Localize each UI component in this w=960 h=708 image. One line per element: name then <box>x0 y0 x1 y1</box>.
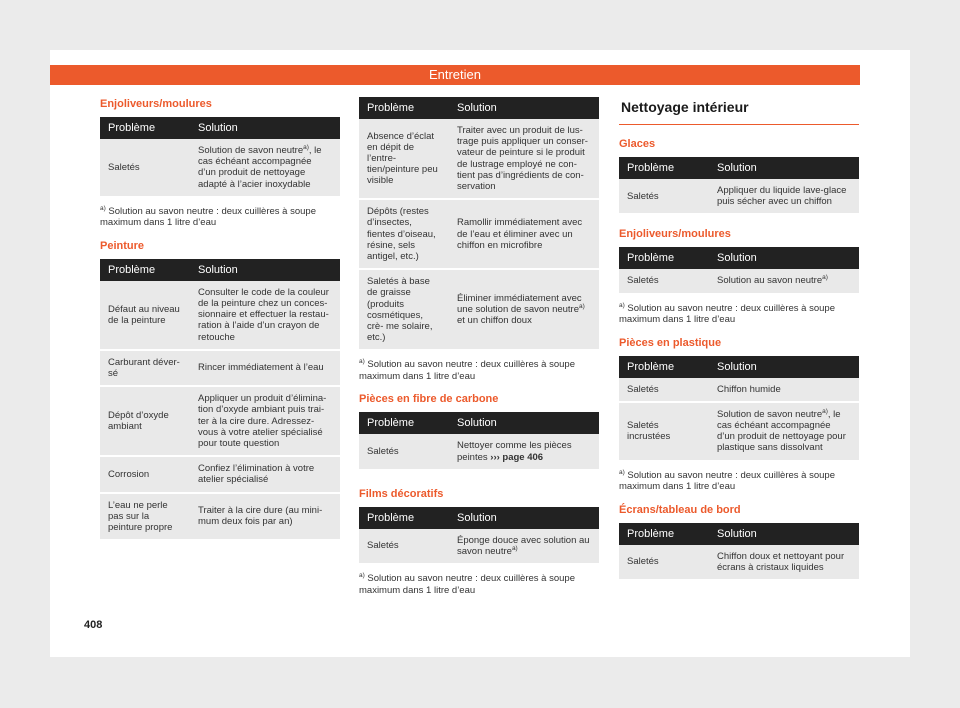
header-problem: Problème <box>359 412 449 434</box>
table-row <box>100 386 340 456</box>
cell-solution <box>709 269 859 293</box>
table-row <box>100 281 340 350</box>
heading-peinture: Peinture <box>100 239 145 252</box>
cell-problem: Saletés <box>359 529 449 564</box>
cell-solution: Appliquer du liquide lave-glace puis sécher avec un chiffon <box>709 179 859 214</box>
cell-solution: Traiter avec un produit de lus- trage puis appliquer un conser- vateur de peinture si le produit de lustrage employé ne con- tient pas d’ingrédients de con- servation <box>449 119 599 199</box>
column-2 <box>359 97 599 606</box>
cell-solution: Ramollir immédiatement avec de l’eau et éliminer avec un chiffon en microfibre <box>449 199 599 269</box>
header-problem: Problème <box>359 97 449 119</box>
footnote-mark: a) <box>100 204 106 212</box>
table-row <box>359 434 599 469</box>
table-row <box>359 199 599 269</box>
cell-problem: Corrosion <box>100 456 190 492</box>
solution-text: Solution au savon neutre <box>717 275 823 287</box>
footnote-ref: a) <box>822 407 828 415</box>
header-problem: Problème <box>359 507 449 529</box>
footnote-text: Solution au savon neutre : deux cuillères à soupe maximum dans 1 litre d’eau <box>100 205 316 229</box>
footnote-text: Solution au savon neutre : deux cuillères à soupe maximum dans 1 litre d’eau <box>619 302 835 326</box>
cell-problem: Dépôts (restes d’insectes, fientes d’oiseau, résine, sels antigel, etc.) <box>359 199 449 269</box>
heading-ecrans: Écrans/tableau de bord <box>619 503 741 516</box>
table-row <box>619 378 859 402</box>
solution-text: Nettoyer comme les pièces peintes <box>457 440 572 463</box>
footnote-ref: a) <box>822 274 828 282</box>
chapter-header-bar <box>50 65 860 85</box>
solution-text-cont: , le cas échéant accompagnée d’un produit de nettoyage adapté à l’acier inoxydable <box>198 145 322 190</box>
chapter-title: Entretien <box>428 67 482 82</box>
section-title: Nettoyage intérieur <box>619 97 859 125</box>
table-row <box>359 269 599 350</box>
cell-problem: Saletés incrustées <box>619 402 709 461</box>
heading-enjoliveurs: Enjoliveurs/moulures <box>100 98 212 110</box>
table-row <box>100 493 340 541</box>
table-fibre-carbone <box>359 412 599 470</box>
footnote-text: Solution au savon neutre : deux cuillères à soupe maximum dans 1 litre d’eau <box>359 573 575 596</box>
table-row <box>619 545 859 580</box>
table-glaces <box>619 157 859 215</box>
heading-enjoliveurs-interieur: Enjoliveurs/moulures <box>619 228 731 241</box>
cell-solution <box>190 139 340 197</box>
cell-problem: Défaut au niveau de la peinture <box>100 281 190 350</box>
solution-text-cont: , le cas échéant accompagnée d’un produit de nettoyage pour plastique sans dissolvant <box>717 408 846 454</box>
solution-text: Solution de savon neutre <box>717 408 823 420</box>
cell-problem: Absence d’éclat en dépit de l’entre- tien/peinture peu visible <box>359 119 449 199</box>
footnote-mark: a) <box>619 468 625 476</box>
footnote-mark: a) <box>359 572 365 580</box>
table-row <box>359 119 599 199</box>
header-solution: Solution <box>709 157 859 179</box>
header-solution: Solution <box>449 97 599 119</box>
heading-plastique: Pièces en plastique <box>619 336 722 349</box>
cell-problem: Saletés <box>100 139 190 197</box>
heading-fibre-carbone: Pièces en fibre de carbone <box>359 393 499 406</box>
footnote-mark: a) <box>619 301 625 309</box>
heading-films: Films décoratifs <box>359 487 444 500</box>
header-solution: Solution <box>190 117 340 139</box>
cell-problem: Saletés <box>619 378 709 402</box>
footnote-text: Solution au savon neutre : deux cuillères à soupe maximum dans 1 litre d’eau <box>619 469 835 493</box>
header-problem: Problème <box>619 523 709 545</box>
footnote <box>359 359 599 382</box>
cell-problem: Saletés à base de graisse (produits cosmétiques, crè- me solaire, etc.) <box>359 269 449 350</box>
header-problem: Problème <box>619 157 709 179</box>
footnote <box>359 573 599 596</box>
heading-glaces: Glaces <box>619 138 656 150</box>
cell-solution: Traiter à la cire dure (au mini- mum deux fois par an) <box>190 493 340 541</box>
table-enjoliveurs <box>100 117 340 198</box>
page-number: 408 <box>84 619 103 631</box>
header-problem: Problème <box>100 117 190 139</box>
column-1 <box>100 97 340 541</box>
cell-solution: Appliquer un produit d’élimina- tion d’oxyde ambiant puis trai- ter à la cire dure. Adressez-vous à votre atelier spécialisé pour toute question <box>190 386 340 456</box>
cell-solution <box>449 434 599 469</box>
cell-problem: Saletés <box>619 545 709 580</box>
table-row <box>100 139 340 197</box>
footnote <box>619 303 859 326</box>
footnote-ref: a) <box>303 143 309 151</box>
table-plastique <box>619 356 859 462</box>
footnote <box>100 206 340 229</box>
header-solution: Solution <box>190 259 340 281</box>
column-3 <box>619 97 859 581</box>
cell-problem: Saletés <box>359 434 449 469</box>
table-row <box>619 269 859 293</box>
header-solution: Solution <box>709 523 859 545</box>
cell-problem: Dépôt d’oxyde ambiant <box>100 386 190 456</box>
footnote-mark: a) <box>359 358 365 366</box>
solution-text: Solution de savon neutre <box>198 145 304 156</box>
table-row <box>619 402 859 461</box>
solution-text: Éponge douce avec solution au savon neutre <box>457 534 590 558</box>
header-solution: Solution <box>449 507 599 529</box>
cell-problem: Saletés <box>619 179 709 214</box>
table-peinture <box>100 259 340 541</box>
table-enjoliveurs-interieur <box>619 247 859 294</box>
table-ecrans <box>619 523 859 581</box>
header-solution: Solution <box>449 412 599 434</box>
cell-solution: Consulter le code de la couleur de la peinture chez un conces- sionnaire et effectuer la restau- ration à l’aide d’un crayon de retouche <box>190 281 340 350</box>
solution-text: Éliminer immédiatement avec une solution de savon neutre <box>457 293 582 316</box>
cell-problem: Carburant déver- sé <box>100 350 190 386</box>
solution-text-cont: et un chiffon doux <box>457 315 532 327</box>
header-solution: Solution <box>709 356 859 378</box>
cell-solution <box>449 269 599 350</box>
header-problem: Problème <box>619 356 709 378</box>
header-problem: Problème <box>619 247 709 269</box>
footnote <box>619 470 859 493</box>
footnote-ref: a) <box>579 303 585 311</box>
cell-problem: L’eau ne perle pas sur la peinture propre <box>100 493 190 541</box>
table-row <box>100 456 340 492</box>
footnote-text: Solution au savon neutre : deux cuillères à soupe maximum dans 1 litre d’eau <box>359 359 575 382</box>
cell-solution <box>449 529 599 564</box>
cell-solution: Confiez l’élimination à votre atelier spécialisé <box>190 456 340 492</box>
cell-solution <box>709 402 859 461</box>
table-row <box>100 350 340 386</box>
table-row <box>359 529 599 564</box>
header-problem: Problème <box>100 259 190 281</box>
cell-solution: Chiffon humide <box>709 378 859 402</box>
cell-problem: Saletés <box>619 269 709 293</box>
header-solution: Solution <box>709 247 859 269</box>
table-peinture-suite <box>359 97 599 351</box>
cell-solution: Chiffon doux et nettoyant pour écrans à cristaux liquides <box>709 545 859 580</box>
table-row <box>619 179 859 214</box>
table-films <box>359 507 599 565</box>
page-reference-link[interactable]: ››› page 406 <box>490 451 544 463</box>
cell-solution: Rincer immédiatement à l’eau <box>190 350 340 386</box>
footnote-ref: a) <box>511 544 518 552</box>
